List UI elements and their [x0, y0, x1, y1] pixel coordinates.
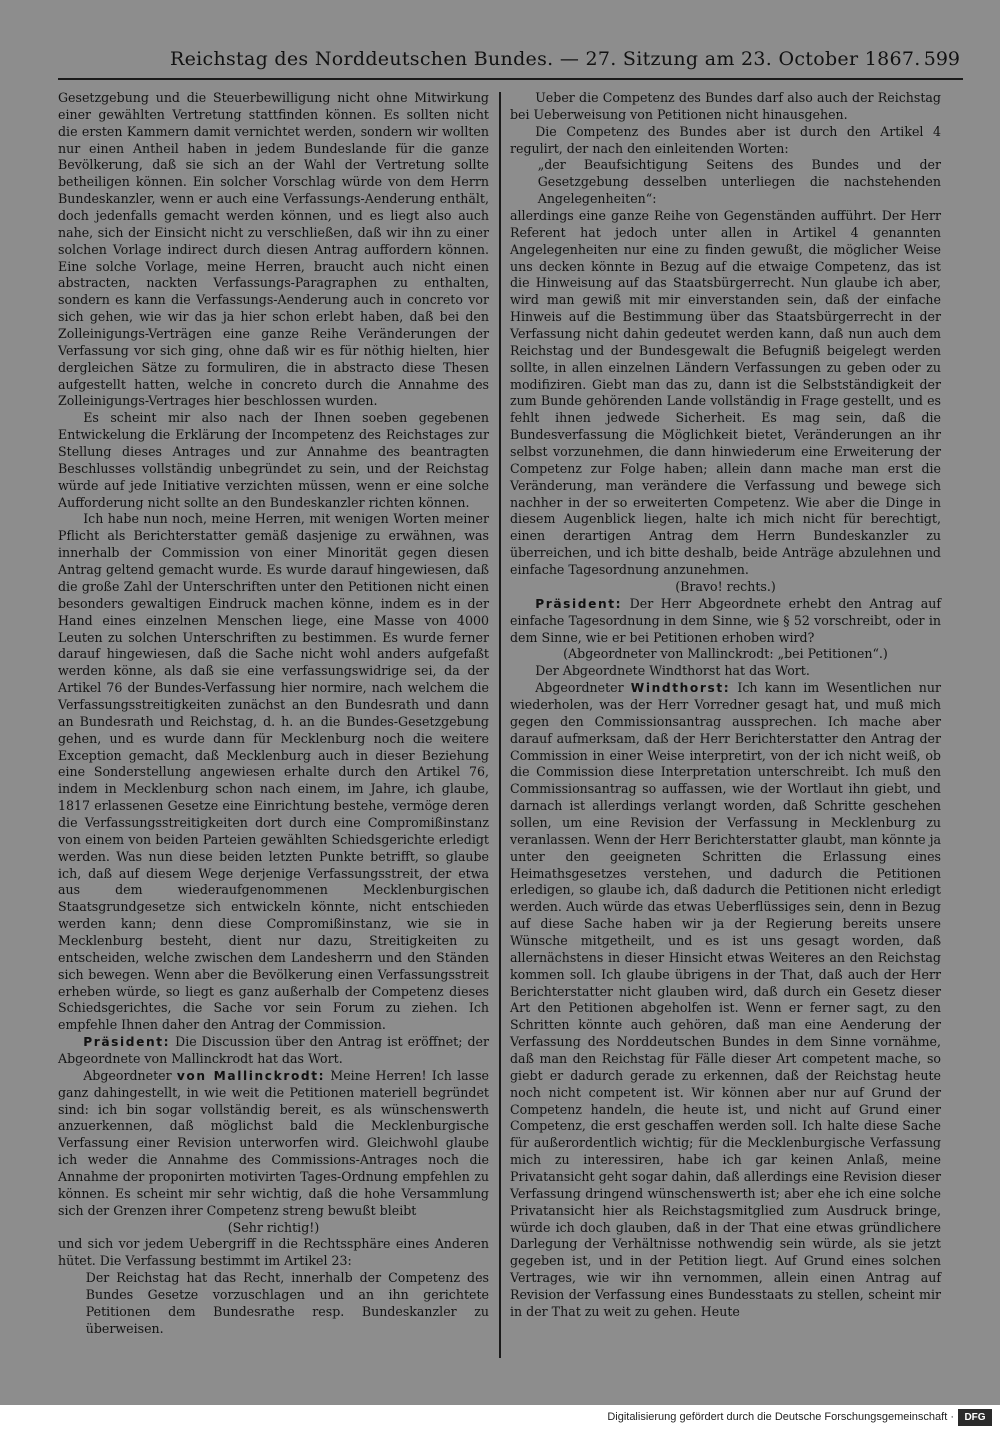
quotation: Der Reichstag hat das Recht, innerhalb der Competenz des Bundes Gesetze vorzuschlagen und an ihn gerichtete Petitionen dem Bundesrathe resp. Bundeskanzler zu überweisen. [85, 1270, 489, 1336]
left-column [58, 90, 489, 1338]
paragraph: Ueber die Competenz des Bundes darf also auch der Reichstag bei Ueberweisung von Petitionen nicht hinausgehen. [510, 90, 941, 122]
paragraph-speech [510, 680, 941, 1321]
speaker-name: von Mallinckrodt: [176, 1068, 326, 1083]
speaker-prefix: Abgeordneter [535, 680, 631, 696]
paragraph: Der Abgeordnete Windthorst hat das Wort. [535, 663, 810, 679]
paragraph: Ich habe nun noch, meine Herren, mit wenigen Worten meiner Pflicht als Berichterstatter gemäß dasjenige zu erwähnen, was innerhalb der Commission von einer Minorität gegen diesen Antrag geltend gemacht wurde. Es wurde darauf hingewiesen, daß die große Zahl der Unterschriften unter den Petitionen nicht einen besonders gewaltigen Eindruck machen könne, indem es in der Hand eines einzelnen Menschen liege, eine Masse von 4000 Leuten zu solchen Unterschriften zu bestimmen. Es wurde ferner darauf hingewiesen, daß die Sache nicht wohl anders aufgefaßt werden könne, als daß sie eine verfassungswidrige sei, da der Artikel 76 der Bundes-Verfassung hier normire, nach welchem die Verfassungsstreitigkeiten zunächst an den Bundesrath und dann an Bundesrath und Reichstag, d. h. an die Bundes-Gesetzgebung gehen, und es wurde dann für Mecklenburg noch die weitere Exception gemacht, daß Mecklenburg auch in dieser Beziehung eine Sonderstellung angewiesen erhalte durch den Artikel 76, indem in Mecklenburg schon nach einem, im Jahre, ich glaube, 1817 erlassenen Gesetze eine Einrichtung bestehe, vermöge deren die Verfassungsstreitigkeiten dort durch eine Compromißinstanz von einem von beiden Parteien gewählten Schiedsgerichte erledigt werden. Was nun diese beiden letzten Punkte betrifft, so glaube ich, daß auf diesem Wege derjenige Verfassungsstreit, der etwa aus dem wiederaufgenommenen Mecklenburgischen Staatsgrundgesetze sich entwickeln könnte, nicht entschieden werden kann; denn diese Compromißinstanz, wie sie in Mecklenburg besteht, dient nur dazu, Streitigkeiten zu entscheiden, welche zwischen dem Landesherrn und den Ständen sich bewegen. Wenn aber die Bevölkerung einen Verfassungsstreit erheben würde, so liegt es ganz außerhalb der Competenz dieses Schiedsgerichtes, die Sache vor sein Forum zu ziehen. Ich empfehle Ihnen daher den Antrag der Commission. [58, 511, 489, 1033]
interjection: (Sehr richtig!) [227, 1219, 320, 1235]
quotation: „der Beaufsichtigung Seitens des Bundes und der Gesetzgebung desselben unterliegen die nachstehenden Angelegenheiten“: [537, 157, 941, 207]
dfg-logo: DFG [958, 1409, 992, 1426]
footer-bar [0, 1405, 1000, 1432]
column-divider [499, 92, 501, 1358]
page-header [0, 0, 1000, 82]
header-rule [58, 78, 963, 80]
right-column [510, 90, 941, 1321]
paragraph: Die Competenz des Bundes aber ist durch den Artikel 4 regulirt, der nach den einleitenden Worten: [510, 123, 941, 156]
paragraph-speech [58, 1068, 489, 1220]
footer-credit: Digitalisierung gefördert durch die Deutsche Forschungsgemeinschaft · [607, 1411, 954, 1423]
speech-text: Meine Herren! Ich lasse ganz dahingestellt, in wie weit die Petitionen materiell begründet sind: ich bin sogar vollständig bereit, es als wünschenswerth anzuerkennen, daß möglichst bald die Mecklenburgische Verfassung einer Revision unterworfen wird. Gleichwohl glaube ich weder die Annahme des Commissions-Antrages noch die Annahme der proponirten motivirten Tages-Ordnung empfehlen zu können. Es scheint mir sehr wichtig, daß die hohe Versammlung sich der Grenzen ihrer Competenz streng bewußt bleibt [58, 1067, 489, 1218]
paragraph: und sich vor jedem Uebergriff in die Rechtssphäre eines Anderen hütet. Die Verfassung bestimmt im Artikel 23: [58, 1236, 489, 1269]
interjection: (Abgeordneter von Mallinckrodt: „bei Petitionen“.) [563, 646, 888, 662]
paragraph-president [510, 596, 941, 647]
paragraph: allerdings eine ganze Reihe von Gegenständen aufführt. Der Herr Referent hat jedoch unter allen in Artikel 4 genannten Angelegenheiten nur eine zu finden gewußt, die möglicher Weise uns decken könnte in Bezug auf die etwaige Competenz, das ist die Hinweisung auf das Staatsbürgerrecht. Nun glaube ich aber, wird man gewiß mit mir einverstanden sein, daß der einfache Hinweis auf die Bestimmung über das Staatsbürgerrecht in der Verfassung nicht dahin gedeutet werden kann, daß nun auch dem Reichstag und der Bundesgewalt die Befugniß beigelegt werden sollte, in allen einzelnen Ländern Verfassungen zu geben oder zu modifiziren. Giebt man das zu, dann ist die Selbstständigkeit der zum Bunde gehörenden Lande vollständig in Frage gestellt, und es fehlt ihnen jedwede Sicherheit. Es mag sein, daß die Bundesverfassung die Möglichkeit bietet, Veränderungen an ihr selbst vorzunehmen, die dann hinwiederum eine Erweiterung der Competenz zur Folge haben; allein dann mache man erst die Veränderung, man verändere die Verfassung und bewege sich nachher in der so erweiterten Competenz. Wie aber die Dinge in diesem Augenblick liegen, halte ich mich nicht für berechtigt, einen derartigen Antrag dem Herrn Bundeskanzler zu überreichen, und ich bitte deshalb, beide Anträge abzulehnen und einfache Tagesordnung anzunehmen. [510, 208, 941, 578]
paragraph: Es scheint mir also nach der Ihnen soeben gegebenen Entwickelung die Erklärung der Incompetenz des Reichstages zur Stellung dieses Antrages und zur Annahme des beantragten Beschlusses vollständig unbegründet zu sein, und der Reichstag würde auf jede Initiative verzichten müssen, wenn er eine solche Aufforderung nicht sollte an den Bundeskanzler richten können. [58, 410, 489, 510]
speaker-name: Präsident: [535, 596, 623, 611]
speaker-prefix: Abgeordneter [83, 1067, 177, 1083]
speaker-name: Präsident: [83, 1035, 171, 1050]
interjection: (Bravo! rechts.) [675, 578, 776, 594]
paragraph-president [58, 1034, 489, 1068]
running-title: Reichstag des Norddeutschen Bundes. — 27. Sitzung am 23. October 1867. [170, 48, 921, 70]
speech-text: Die Discussion über den Antrag ist eröffnet; der Abgeordnete von Mallinckrodt hat das Wort. [58, 1034, 489, 1066]
speech-text: Ich kann im Wesentlichen nur wiederholen, was der Herr Vorredner gesagt hat, und muß mich gegen den Commissionsantrag aussprechen. Ich mache aber darauf aufmerksam, daß der Herr Berichterstatter den Antrag der Commission in einer Weise interpretirt, von der ich nicht weiß, ob die Commission diese Interpretation unterschreibt. Ich muß den Commissionsantrag so auffassen, wie der Wortlaut ihn giebt, und darnach ist allerdings verlangt worden, daß Schritte geschehen sollen, um eine Revision der Verfassung in Mecklenburg zu veranlassen. Wenn der Herr Berichterstatter glaubt, man könnte ja unter den geeigneten Schritten die Erlassung eines Heimathsgesetzes verstehen, und dadurch die Petitionen erledigen, so glaube ich, daß dadurch die Petitionen nicht erledigt werden. Auch würde das etwas Ueberflüssiges sein, denn in Bezug auf diese Sache haben wir ja der Regierung bereits unsere Wünsche mitgetheilt, und es ist uns gesagt worden, daß allernächstens in dieser Hinsicht etwas Weiteres an den Reichstag kommen soll. Ich glaube übrigens in der That, daß auch der Herr Berichterstatter nicht glauben wird, daß durch ein Gesetz dieser Art den Petitionen abgeholfen ist. Wenn er ferner sagt, zu den Schritten könnte auch gehören, daß man eine Aenderung der Verfassung des Norddeutschen Bundes in dem Sinne vornähme, daß man den Reichstag für Fälle dieser Art competent mache, so giebt er dadurch gerade zu erkennen, daß der Reichstag heute noch nicht competent ist. Wir können aber nur auf Grund der Competenz handeln, die heute ist, und nicht auf Grund einer Competenz, die erst geschaffen werden soll. Ich halte diese Sache für außerordentlich wichtig; für die Mecklenburgische Verfassung mich zu interessiren, habe ich gar keinen Anlaß, meine Privatansicht geht sogar dahin, daß allerdings eine Revision dieser Verfassung dringend wünschenswerth ist; aber ehe ich eine solche Privatansicht hier als Reichstagsmitglied zum Ausdruck bringe, würde ich doch glauben, daß in der That eine etwas gründlichere Darlegung der Verhältnisse nothwendig sein würde, als sie jetzt gegeben ist, und in der Petition liegt. Auf Grund eines solchen Vertrages, wie wir ihn vernommen, allein einen Antrag auf Revision der Verfassung eines Bundesstaats zu stellen, scheint mir in der That zu weit zu gehen. Heute [510, 680, 941, 1319]
page-number: 599 [923, 48, 960, 70]
speech-text: Der Herr Abgeordnete erhebt den Antrag auf einfache Tagesordnung in dem Sinne, wie § 52 vorschreibt, oder in dem Sinne, wie er bei Petitionen erhoben wird? [510, 595, 941, 645]
paragraph: Gesetzgebung und die Steuerbewilligung nicht ohne Mitwirkung einer gewählten Vertretung stattfinden können. Es sollten nicht die ersten Kammern damit vernichtet werden, sondern wir wollten nur einen Antheil haben in jedem Bundeslande für die ganze Bevölkerung, daß sie sich an der Wahl der Vertretung sollte betheiligen können. Ein solcher Vorschlag würde von dem Herrn Bundeskanzler, wenn er auch eine Verfassungs-Aenderung enthält, doch jedenfalls gemacht werden können, und es liegt also auch nahe, sich der Einsicht nicht zu verschließen, daß wir ihn zu einer solchen Vorlage indirect durch diesen Antrag auffordern können. Eine solche Vorlage, meine Herren, braucht auch nicht einen abstracten, nackten Verfassungs-Paragraphen zu enthalten, sondern es kann die Verfassungs-Aenderung auch in concreto vor sich gehen, wie wir das ja hier schon erlebt haben, daß bei den Zolleinigungs-Verträgen eine ganze Reihe Veränderungen der Verfassung vor sich ging, ohne daß wir es für nöthig hielten, hier dergleichen Sätze zu formuliren, die in abstracto diese Thesen aufgestellt hatten, welche in concreto durch die Annahme des Zolleinigungs-Vertrages hier beschlossen wurden. [58, 90, 489, 409]
speaker-name: Windthorst: [630, 681, 731, 696]
